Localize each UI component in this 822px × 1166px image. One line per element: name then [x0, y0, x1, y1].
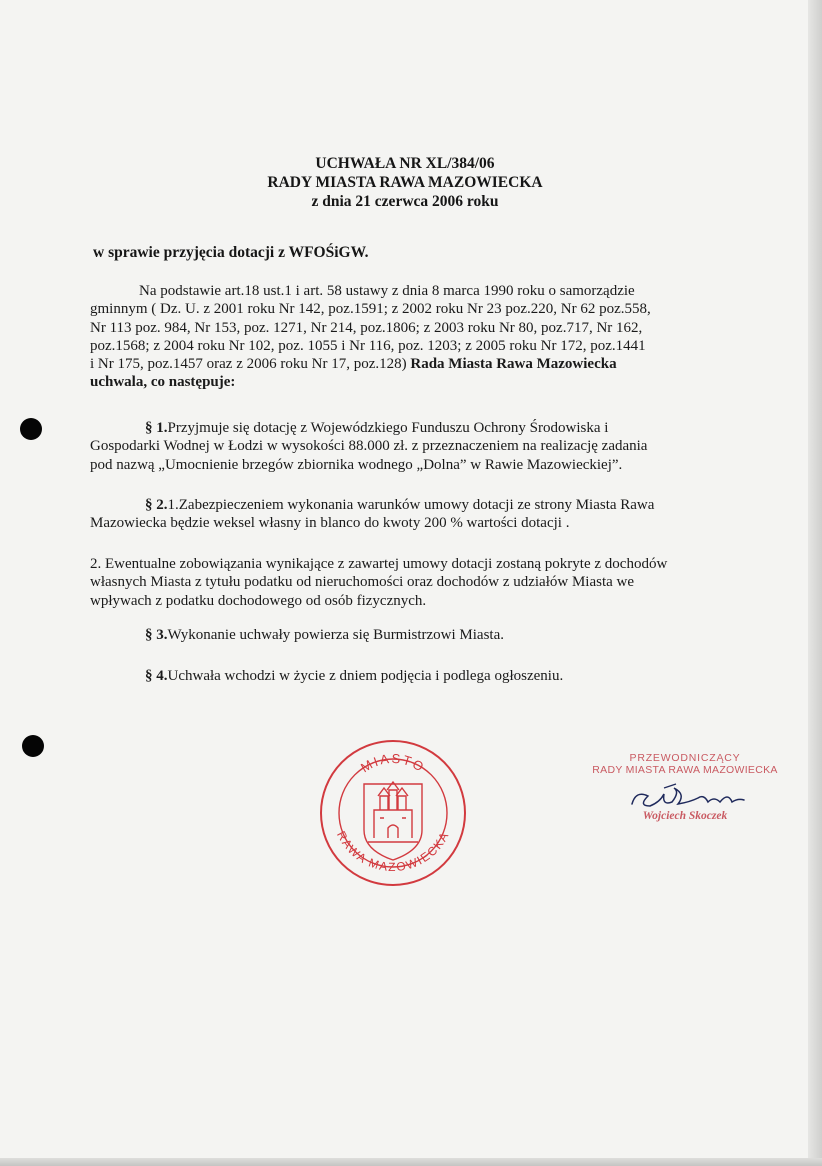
- castle-coat-of-arms-icon: [364, 782, 422, 860]
- section-1: [90, 419, 647, 474]
- resolution-number: UCHWAŁA NR XL/384/06: [315, 155, 495, 172]
- resolution-header: [150, 154, 660, 211]
- text-line: pod nazwą „Umocnienie brzegów zbiornika wodnego „Dolna” w Rawie Mazowieckiej”.: [90, 456, 623, 473]
- chairman-title: PRZEWODNICZĄCY: [629, 752, 741, 764]
- council-name: RADY MIASTA RAWA MAZOWIECKA: [267, 174, 543, 191]
- text-fragment: i Nr 175, poz.1457 oraz z 2006 roku Nr 17, poz.128): [90, 356, 407, 373]
- page-edge-shadow: [808, 0, 822, 1166]
- text-line: [145, 667, 563, 685]
- text-fragment: Uchwała wchodzi w życie z dniem podjęcia i podlega ogłoszeniu.: [167, 668, 564, 684]
- text-line: [90, 355, 651, 373]
- text-line: 2. Ewentualne zobowiązania wynikające z zawartej umowy dotacji zostaną pokryte z dochodów: [90, 556, 668, 572]
- chairman-council: RADY MIASTA RAWA MAZOWIECKA: [592, 764, 778, 776]
- text-line: gminnym ( Dz. U. z 2001 roku Nr 142, poz.1591; z 2002 roku Nr 23 poz.220, Nr 62 poz.558,: [90, 301, 651, 318]
- council-bold: Rada Miasta Rawa Mazowiecka: [406, 356, 617, 373]
- text-fragment: 1.Zabezpieczeniem wykonania warunków umowy dotacji ze strony Miasta Rawa: [167, 497, 655, 513]
- text-line: własnych Miasta z tytułu podatku od nieruchomości oraz dochodów z udziałów Miasta we: [90, 574, 635, 591]
- text-line: Mazowiecka będzie weksel własny in blanco do kwoty 200 % wartości dotacji .: [90, 515, 570, 532]
- punch-hole-top: [20, 418, 42, 440]
- page-bottom-shadow: [0, 1158, 822, 1166]
- section-2: [90, 496, 654, 533]
- text-line: Gospodarki Wodnej w Łodzi w wysokości 88.000 zł. z przeznaczeniem na realizację zadania: [90, 438, 648, 455]
- section-4: [145, 667, 563, 685]
- text-line: wpływach z podatku dochodowego od osób fizycznych.: [90, 592, 427, 609]
- resolution-date: z dnia 21 czerwca 2006 roku: [311, 193, 499, 210]
- text-fragment: Przyjmuje się dotację z Wojewódzkiego Funduszu Ochrony Środowiska i: [167, 420, 609, 436]
- seal-top-text: MIASTO: [358, 750, 429, 776]
- resolution-subject: w sprawie przyjęcia dotacji z WFOŚiGW.: [93, 244, 369, 261]
- text-line: [90, 419, 647, 437]
- punch-hole-bottom: [22, 735, 44, 757]
- resolves-line: uchwala, co następuje:: [90, 374, 236, 391]
- chairman-signature-block: [580, 752, 790, 822]
- section-mark: § 1.: [145, 420, 168, 436]
- chairman-name: Wojciech Skoczek: [642, 810, 728, 822]
- legal-basis-paragraph: [90, 282, 651, 392]
- text-line: [145, 626, 504, 644]
- section-mark: § 3.: [145, 627, 168, 643]
- text-line: [90, 496, 654, 514]
- text-line: poz.1568; z 2004 roku Nr 102, poz. 1055 i Nr 116, poz. 1203; z 2005 roku Nr 172, poz.1441: [90, 337, 646, 354]
- section-mark: § 4.: [145, 668, 168, 684]
- city-seal-stamp: [318, 738, 468, 888]
- text-line: Na podstawie art.18 ust.1 i art. 58 ustawy z dnia 8 marca 1990 roku o samorządzie: [139, 283, 635, 299]
- handwritten-signature: [620, 780, 750, 814]
- text-line: Nr 113 poz. 984, Nr 153, poz. 1271, Nr 214, poz.1806; z 2003 roku Nr 80, poz.717, Nr 162,: [90, 319, 643, 336]
- section-3: [145, 626, 504, 644]
- section-mark: § 2.: [145, 497, 168, 513]
- seal-bottom-text: RAWA MAZOWIECKA: [333, 828, 452, 875]
- text-fragment: Wykonanie uchwały powierza się Burmistrzowi Miasta.: [167, 627, 505, 643]
- section-2-point-2: [90, 555, 667, 610]
